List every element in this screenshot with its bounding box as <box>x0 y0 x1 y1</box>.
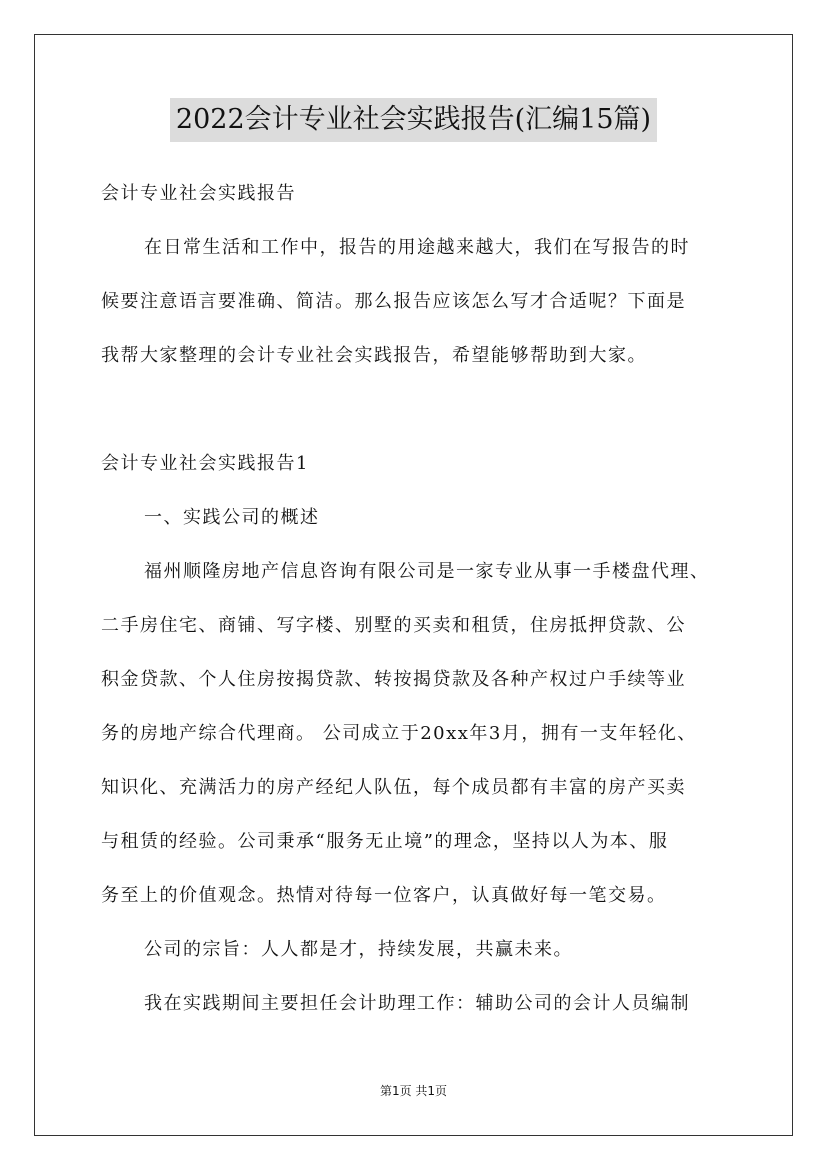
document-title: 2022会计专业社会实践报告(汇编15篇) <box>170 98 657 142</box>
paragraph-line: 我帮大家整理的会计专业社会实践报告，希望能够帮助到大家。 <box>101 345 647 366</box>
paragraph-line: 务至上的价值观念。热情对待每一位客户，认真做好每一笔交易。 <box>101 885 667 906</box>
paragraph-line: 福州顺隆房地产信息咨询有限公司是一家专业从事一手楼盘代理、 <box>144 561 710 582</box>
paragraph-line: 务的房地产综合代理商。 公司成立于20xx年3月，拥有一支年轻化、 <box>101 723 697 744</box>
page-footer: 第1页 共1页 <box>379 1084 448 1098</box>
section-heading: 会计专业社会实践报告 <box>101 183 296 204</box>
section-heading: 会计专业社会实践报告1 <box>101 453 309 474</box>
paragraph-line: 与租赁的经验。公司秉承“服务无止境”的理念，坚持以人为本、服 <box>101 831 669 852</box>
title-container <box>0 98 827 142</box>
subsection-heading: 一、实践公司的概述 <box>144 507 320 528</box>
paragraph-line: 二手房住宅、商铺、写字楼、别墅的买卖和租赁，住房抵押贷款、公 <box>101 615 686 636</box>
paragraph-line: 在日常生活和工作中，报告的用途越来越大，我们在写报告的时 <box>144 237 690 258</box>
paragraph-line: 积金贷款、个人住房按揭贷款、转按揭贷款及各种产权过户手续等业 <box>101 669 686 690</box>
paragraph-line: 我在实践期间主要担任会计助理工作：辅助公司的会计人员编制 <box>144 993 690 1014</box>
paragraph-line: 候要注意语言要准确、简洁。那么报告应该怎么写才合适呢？下面是 <box>101 291 686 312</box>
paragraph-line: 公司的宗旨：人人都是才，持续发展，共赢未来。 <box>144 939 573 960</box>
paragraph-line: 知识化、充满活力的房产经纪人队伍，每个成员都有丰富的房产买卖 <box>101 777 686 798</box>
